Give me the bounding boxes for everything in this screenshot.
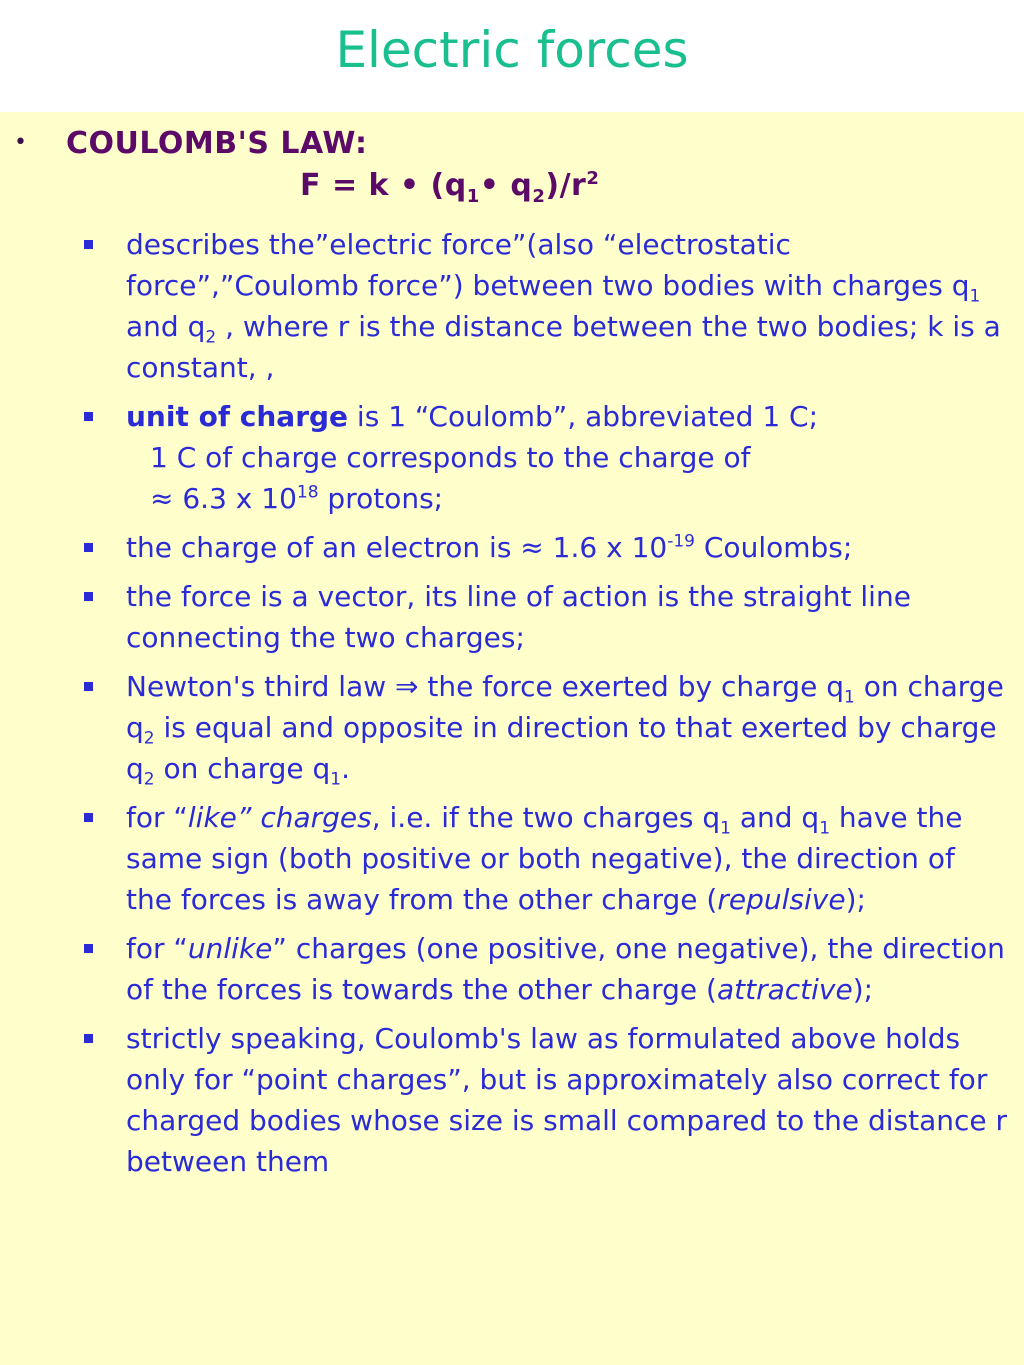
bullet-list: [0, 224, 1024, 1190]
square-bullet-icon: [84, 240, 93, 249]
list-item-newton: Newton's third law ⇒ the force exerted by charge $q_1$ on charge $q_2$ is equal and opposite in direction to that exerted by charge $q_2$ on charge $q_1$.: [0, 666, 1024, 789]
square-bullet-icon: [84, 543, 93, 552]
square-bullet-icon: [84, 813, 93, 822]
list-item-like-charges: for “like” charges, i.e. if the two charges $q_1$ and $q_1$ have the same sign (both positive or both negative), the direction of the forces is away from the other charge (repulsive);: [0, 797, 1024, 920]
page-title: Electric forces: [335, 21, 689, 79]
square-bullet-icon: [84, 944, 93, 953]
list-item-electron-charge: the charge of an electron is ≈ 1.6 x $10^{-19}$ Coulombs;: [0, 527, 1024, 568]
coulomb-formula: F = k • ($q_1•$ $q_2)/r^2$: [300, 168, 600, 207]
square-bullet-icon: [84, 1034, 93, 1043]
square-bullet-icon: [84, 412, 93, 421]
square-bullet-icon: [84, 682, 93, 691]
list-item-description: describes the”electric force”(also “electrostatic force”,”Coulomb force”) between two bodies with charges $q_1$ and $q_2$ , where r is the distance between the two bodies; k is a constant, ,: [0, 224, 1024, 388]
list-item-point-charges: strictly speaking, Coulomb's law as formulated above holds only for “point charges”, but is approximately also correct for charged bodies whose size is small compared to the distance r between them: [0, 1018, 1024, 1182]
list-item-vector: the force is a vector, its line of action is the straight line connecting the two charges;: [0, 576, 1024, 658]
law-heading: COULOMB'S LAW:: [66, 126, 368, 161]
list-item-unlike-charges: for “unlike” charges (one positive, one negative), the direction of the forces is towards the other charge (attractive);: [0, 928, 1024, 1010]
square-bullet-icon: [84, 592, 93, 601]
list-item-unit-of-charge: unit of charge is 1 “Coulomb”, abbreviated 1 C; 1 C of charge corresponds to the charge of ≈ 6.3 x $10^{18}$ protons;: [0, 396, 1024, 519]
slide-content: [0, 112, 1024, 1365]
title-band: [0, 0, 1024, 112]
main-bullet-icon: •: [14, 130, 27, 155]
